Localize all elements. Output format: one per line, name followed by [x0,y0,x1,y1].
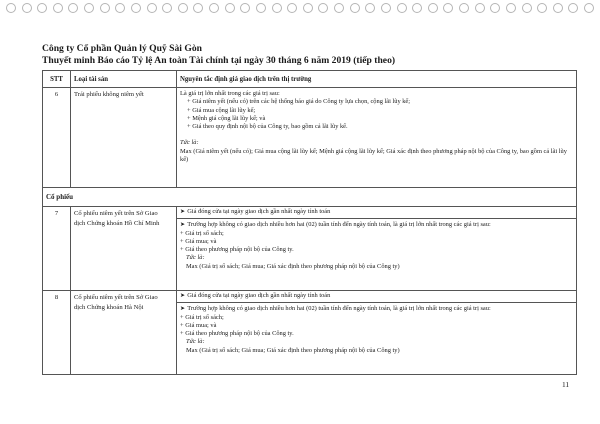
binder-ring-icon [22,3,32,13]
binder-ring-icon [256,3,266,13]
binder-ring-icon [443,3,453,13]
rule-summary: Max (Giá niêm yết (nếu có); Giá mua cộng lãi lũy kế; Mệnh giá cộng lãi lũy kế; Giá xác định theo phương pháp nội bộ của Công ty, bao gồm cả lãi lũy kế) [180,147,567,164]
rule-line: + Giá theo quy định nội bộ của Công ty, bao gồm cả lãi lũy kế. [187,123,348,131]
page-number: 11 [562,380,570,389]
report-subtitle: Thuyết minh Báo cáo Tỷ lệ An toàn Tài chính tại ngày 30 tháng 6 năm 2019 (tiếp theo) [42,55,396,66]
row-stt: 8 [43,291,71,375]
binder-ring-icon [6,3,16,13]
company-name: Công ty Cổ phần Quản lý Quỹ Sài Gòn [42,43,202,54]
tuc-la-label: Tức là: [180,139,199,147]
row-asset-type [71,291,177,375]
rule-line: + Giá theo phương pháp nội bộ của Công ty. [180,330,294,338]
binder-rings [6,3,594,15]
binder-ring-icon [381,3,391,13]
rule-line: + Giá theo phương pháp nội bộ của Công ty. [180,246,294,254]
binder-ring-icon [147,3,157,13]
arrow-bullet-icon: ➤ [180,305,186,313]
rule-line: + Giá mua cộng lãi lũy kế; [187,106,256,114]
rule-bullet-text: Giá đóng cửa tại ngày giao dịch gần nhất ngày tính toán [187,208,331,215]
table-row [43,88,577,188]
binder-ring-icon [303,3,313,13]
binder-ring-icon [193,3,203,13]
asset-line: dịch Chứng khoán Hà Nội [74,303,144,311]
rule-bullet [180,221,574,229]
binder-ring-icon [553,3,563,13]
rule-line: + Giá mua; và [180,237,217,245]
rule-bullet [180,208,574,216]
asset-line: Cổ phiếu niêm yết trên Sở Giao [74,210,158,217]
binder-ring-icon [584,3,594,13]
row-stt: 7 [43,207,71,291]
arrow-bullet-icon: ➤ [180,221,186,229]
binder-ring-icon [68,3,78,13]
binder-ring-icon [131,3,141,13]
binder-ring-icon [318,3,328,13]
divider [177,218,576,219]
rule-line: + Giá trị sổ sách; [180,313,224,321]
binder-ring-icon [162,3,172,13]
binder-ring-icon [209,3,219,13]
rule-line: + Mệnh giá cộng lãi lũy kế; và [187,114,266,122]
binder-ring-icon [287,3,297,13]
section-label: Cổ phiếu [43,188,577,207]
binder-ring-icon [522,3,532,13]
binder-ring-icon [350,3,360,13]
binder-ring-icon [53,3,63,13]
binder-ring-icon [397,3,407,13]
row-valuation-rule [177,207,577,291]
rule-line: + Giá niêm yết (nếu có) trên các hệ thống báo giá do Công ty lựa chọn, cộng lãi lũy kế; [187,98,411,106]
binder-ring-icon [240,3,250,13]
rule-bullet-text: Giá đóng cửa tại ngày giao dịch gần nhất ngày tính toán [187,292,331,299]
binder-ring-icon [178,3,188,13]
binder-ring-icon [365,3,375,13]
binder-ring-icon [84,3,94,13]
row-asset-type [71,207,177,291]
binder-ring-icon [37,3,47,13]
binder-ring-icon [272,3,282,13]
binder-ring-icon [334,3,344,13]
binder-ring-icon [115,3,125,13]
table-header-row [43,71,577,88]
binder-ring-icon [537,3,547,13]
binder-ring-icon [428,3,438,13]
row-asset-type: Trái phiếu không niêm yết [71,88,177,188]
rule-summary: Max (Giá trị sổ sách; Giá mua; Giá xác định theo phương pháp nội bộ của Công ty) [186,262,400,270]
tuc-la-label: Tức là: [186,254,205,262]
tuc-la-label: Tức là: [186,338,205,346]
rule-bullet-text: Trường hợp không có giao dịch nhiều hơn hai (02) tuần tính đến ngày tính toán, là giá trị lớn nhất trong các giá trị sau: [187,221,491,229]
binder-ring-icon [100,3,110,13]
header-valuation-rule: Nguyên tắc định giá giao dịch trên thị trường [177,71,577,88]
rule-line: + Giá mua; và [180,321,217,329]
asset-line: dịch Chứng khoán Hồ Chí Minh [74,219,160,227]
rule-bullet [180,305,574,313]
binder-ring-icon [459,3,469,13]
arrow-bullet-icon: ➤ [180,208,186,215]
binder-ring-icon [412,3,422,13]
row-stt: 6 [43,88,71,188]
rule-bullet-text: Trường hợp không có giao dịch nhiều hơn hai (02) tuần tính đến ngày tính toán, là giá trị lớn nhất trong các giá trị sau: [187,305,491,313]
arrow-bullet-icon: ➤ [180,292,186,299]
table-row [43,291,577,375]
binder-ring-icon [490,3,500,13]
row-valuation-rule [177,88,577,188]
binder-ring-icon [225,3,235,13]
binder-ring-icon [568,3,578,13]
valuation-table [42,70,577,375]
rule-summary: Max (Giá trị sổ sách; Giá mua; Giá xác định theo phương pháp nội bộ của Công ty) [186,346,400,354]
binder-ring-icon [475,3,485,13]
rule-line: Là giá trị lớn nhất trong các giá trị sau: [180,90,280,97]
binder-ring-icon [506,3,516,13]
divider [177,302,576,303]
asset-line: Cổ phiếu niêm yết trên Sở Giao [74,294,158,301]
header-stt: STT [43,71,71,88]
rule-line: + Giá trị sổ sách; [180,229,224,237]
table-row [43,207,577,291]
header-asset-type: Loại tài sản [71,71,177,88]
row-valuation-rule [177,291,577,375]
document-header [42,43,395,67]
section-row [43,188,577,207]
rule-bullet [180,292,574,300]
